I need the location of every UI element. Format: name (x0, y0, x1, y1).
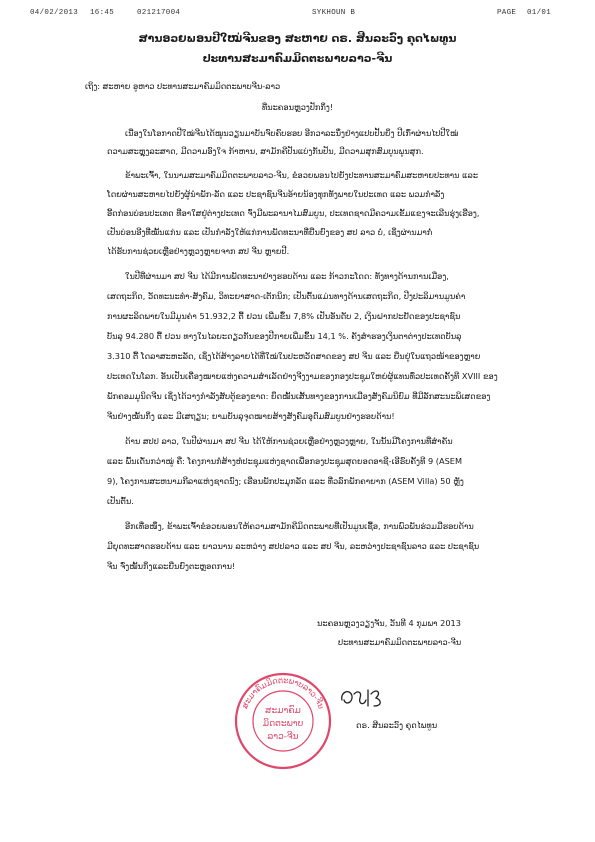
closing-org: ປະທານສະມາຄົມມິດຕະພາບລາວ-ຈີນ (338, 637, 462, 647)
paragraph-3-line: ໃນປີທີ່ຜ່ານມາ ສປ ຈີນ ໄດ້ມີການພັດທະນາຢ່າງຮອບດ້ານ ແລະ ກ້າວກະໂດດ: ທັງທາງດ້ານການເມືອງ, (125, 271, 449, 281)
paragraph-5-line: ມີຍຸດທະສາດຮອບດ້ານ ແລະ ຍາວນານ ລະຫວ່າງ ສປປລາວ ແລະ ສປ ຈີນ, ລະຫວ່າງປະຊາຊົນລາວ ແລະ ປະຊາຊົນ (107, 541, 480, 551)
paragraph-1-line: ດວາມສະຫຼຸງລະສາດ, ມີດວາມອົງໃຈ ກ້າຫານ, ສາມັກຄີປັນແບ່ງກັນປັນ, ມີດວາມສຸກສົມບູນພູນສຸກ. (107, 146, 424, 156)
salutation: ທີ່ນະຄອນຫຼວງປັກກິ່ງ! (261, 102, 334, 112)
stamp-center-line2: ມິດຕະພາບ (262, 719, 304, 729)
paragraph-5-line: ຈີນ ຈົ່ງໝັ້ນກິ່ງແລະຍືນຍົງຕະຫຼອດການ! (107, 561, 236, 571)
paragraph-2-line: ໂດຍຜ່ານສະຫາຍໄປຍັງຜູ້ນຳພັກ-ລັດ ແລະ ປະຊາຊົນຈີນອ້າຍນ້ອງທຸກທັງພາຍໃນປະເທດ ແລະ ພວມກຳລັງ (107, 189, 445, 199)
paragraph-4-line: ດ້ານ ສປປ ລາວ, ໃນປີຜ່ານມາ ສປ ຈີນ ໄດ້ໃຫ້ການຊ່ວຍເຫຼືອຢ່າງຫຼວງຫຼາຍ, ໃນນັ້ນມີໂຄງການທີ່ສຳຄັນ (125, 436, 453, 446)
stamp-center-line1: ສະມາຄົມ (265, 706, 301, 716)
paragraph-4-line: ເປັນຕົ້ນ. (107, 496, 134, 506)
paragraph-1-line: ເນື່ອງໃນໂອກາດປີໃໝ່ຈີນໄດ້ໝູນວຽນມາບັນຈົບຄົບຮອບ ອີກວາລະນຶ່ງຢ່າງແປບປັ້ນຍິ່ງ ປີເກົ່າຜ່ານໄປປີໃໝ່ (125, 128, 459, 138)
paragraph-3-line: ບັນລຸ 94.280 ຕື້ ຢວນ ທາງໃນໄລຍະດຽວກັນຂອງປີກາຍເພີ່ມຂຶ້ນ 14,1 %. ຄັງສຳຮອງເງິນຕາຕ່າງປະເທດບັນລຸ (107, 331, 462, 341)
paragraph-4-line: ແລະ ພົ້ນເດັ່ນກວ່າໝູ່ ຄື: ໂຄງການກໍ່ສ້າງຫໍປະຊຸມແຫ່ງຊາດເພື່ອກອງປະຊຸມສຸດຍອດອາຊີ-ເອີຣົບຄັ້ງທີ 9 (ASEM (107, 456, 463, 466)
paragraph-3-line: ການຜະລິດພາຍໃນມີມູນຄ່າ 51.932,2 ຕື້ ຢວນ ເພີ່ມຂຶ້ນ 7,8% ເປັນອັນດັບ 2, ເງິນຝາກປະຢັດຂອງປະຊາຊົນ (107, 311, 461, 321)
fax-time: 16:45 (90, 9, 115, 17)
paragraph-4-line: 9), ໂຄງການສະຫນາມກີລາແຫ່ງຊາດນົງ; ເຮືອນພັກປະມຸກລັດ ແລະ ທີ່ວລົກພັກຄາຍາກ (ASEM Villa) 50 ຫຼັງ (107, 476, 464, 486)
paragraph-5-line: ອີກເທື່ອໜຶ່ງ, ຂ້າພະເຈົ້າຂໍອວຍພອນໃຫ້ຄວາມສາມັກຄີມິດຕະພາບທີ່ເປັນມູນເຊື້ອ, ການພົວພັນຮ່ວມມືຮອບດ້ານ (125, 521, 474, 531)
paragraph-3-line: ປະເທດໃນໂລກ. ອັນເປັນເຄື່ອງໝາຍແຫ່ງຄວາມສຳເລັດຢ່າງຈີງງາມຂອງກອງປະຊຸມໃຫຍ່ຜູ້ແທນທົ່ວປະເທດຄັ້ງທີ XVIII ຂອງ (107, 371, 498, 381)
closing-place-date: ນະຄອນຫຼວງວຽງຈັນ, ວັນທີ 4 ກຸມພາ 2013 (317, 618, 461, 628)
paragraph-2-line: ໄດ້ຮັບການຊ່ວຍເຫຼືອຢ່າງຫຼວງຫຼາຍຈາກ ສປ ຈີນ ຫຼາຍປີ. (107, 246, 290, 256)
official-stamp (233, 671, 333, 771)
fax-page-number: 01/01 (527, 9, 552, 17)
paragraph-3-line: ພັກຄອມມູນິດຈີນ ເຊິ່ງໄດ້ວາງກໍາລັງສັບຕູ້ຂອງຂາດ: ຍຶດໝັ້ນເສັ້ນທາງຂອງການເມືອງສັງຄົມນິຍົມ ທີ່ມີລັກສະນະພິເສດຂອງ (107, 391, 491, 401)
document-title-line1: ສານອວຍພອນປີໃໝ່ຈີນຂອງ ສະຫາຍ ດຣ. ສີນລະວົງ ຄຸດໄພທູນ (138, 32, 457, 45)
paragraph-2-line: ອີ້ດກ່ອນບ່ອນປະເທດ ທີ່ອາໃສຢູ່ຕ່າງປະເທດ ຈົ່ງມີພະລານາໄມສົມບູນ, ປະເທດຊາດມີຄວາມເຂັ້ມແຂງຈະເລີນຮຸ່ງເຮືອງ, (107, 208, 480, 218)
document-title-line2: ປະທານສະມາຄົມມິດຕະພາບລາວ-ຈີນ (202, 52, 393, 65)
addressee: ເຖິງ: ສະຫາຍ ອູຫາວ ປະທານສະມາຄົມມິດຕະພາບຈີນ-ລາວ (85, 81, 281, 91)
stamp-ring-text: ສະມາຄົມມິດຕະພາບລາວ-ຈີນ (240, 675, 326, 711)
fax-number: 021217004 (137, 9, 181, 17)
fax-sender: SYKHOUN B (312, 9, 356, 17)
paragraph-3-line: 3.310 ຕື້ ໂດລາສະຫະລັດ, ເຊິ່ງໄດ້ສ້າງລາຍໄດ້ທີ່ໃໝ່ໃນປະຫວັດສາດຂອງ ສປ ຈີນ ແລະ ຍືນຢູ່ໃນແຖວໜ້າຂອງຫຼາຍ (107, 351, 481, 361)
fax-date: 04/02/2013 (30, 9, 79, 17)
paragraph-3-line: ເສດຖະກິດ, ວັດທະນະທຳ-ສັງຄົມ, ວິທະຍາສາດ-ເຕັກນິກ; ເປັນຕົ້ນແມ່ນທາງດ້ານເສດຖະກິດ, ປີງປະລິມານມູນຄ່າ (107, 291, 466, 301)
signatory-name: ດຣ. ສີນລະວົງ ຄຸດໄພທູນ (356, 720, 438, 730)
paragraph-2-line: ຂ້າພະເຈົ້າ, ໃນນາມສະມາຄົມມິດຕະພາບລາວ-ຈີນ, ຂໍອວຍພອນໄປຍັງປະທານສະມາຄົມສະຫາຍປະທານ ແລະ (125, 170, 479, 180)
paragraph-2-line: ເປັນບ່ອນອີງທີ່ໝັ້ນແກ່ນ ແລະ ເປັນກຳລັງໃຫ້ແກ່ການພັດທະນາທີ່ຍືນຍົງຂອງ ສປ ລາວ ບໍ່, ເຊິ່ງຜ່ານມາກໍ່ (107, 227, 433, 237)
handwritten-signature (338, 684, 388, 712)
stamp-center-line3: ລາວ-ຈີນ (267, 732, 299, 742)
fax-page-label: PAGE (497, 9, 517, 17)
paragraph-3-line: ຈີນຢ່າງໝັ້ນກິ່ງ ແລະ ມີເສຖຽນ; ຍາມບັນລຸຈຸດໝາຍສ້າງສັງຄົມອຸດົມສົມບູນຢ່າງຮອບດ້ານ! (107, 411, 395, 421)
